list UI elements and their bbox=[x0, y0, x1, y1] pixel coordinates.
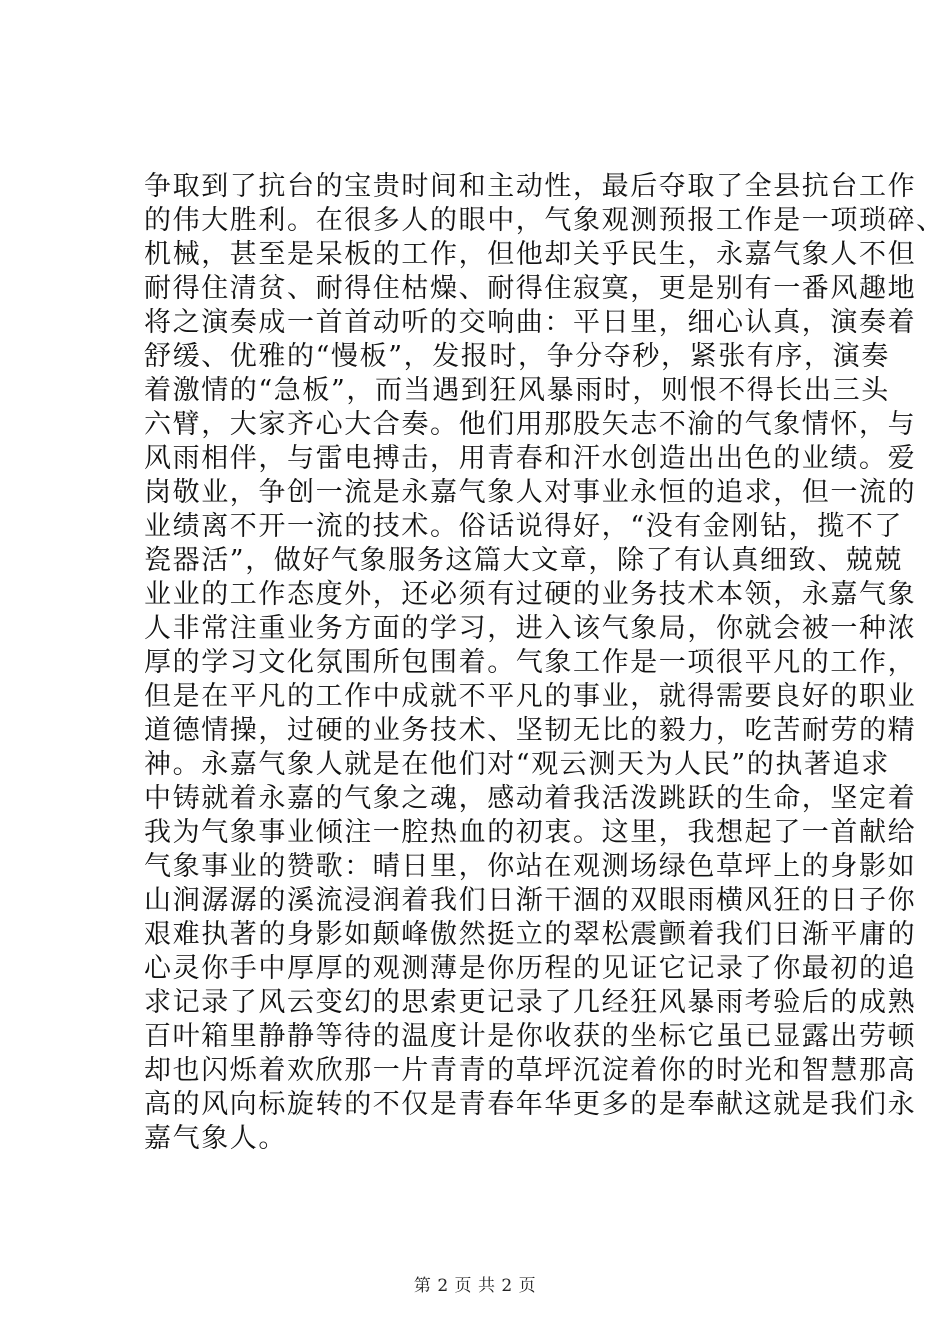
text-line: 厚的学习文化氛围所包围着。气象工作是一项很平凡的工作， bbox=[144, 647, 917, 678]
text-line: 艰难执著的身影如颠峰傲然挺立的翠松震颤着我们日渐平庸的 bbox=[144, 919, 917, 950]
text-line: 求记录了风云变幻的思索更记录了几经狂风暴雨考验后的成熟 bbox=[144, 987, 917, 1018]
text-line: 的伟大胜利。在很多人的眼中，气象观测预报工作是一项琐碎、 bbox=[144, 205, 945, 236]
text-line: 百叶箱里静静等待的温度计是你收获的坐标它虽已显露出劳顿 bbox=[144, 1021, 917, 1052]
text-line: 却也闪烁着欢欣那一片青青的草坪沉淀着你的时光和智慧那高 bbox=[144, 1055, 917, 1086]
text-line: 舒缓、优雅的“慢板”，发报时，争分夺秒，紧张有序，演奏 bbox=[144, 341, 890, 372]
body-paragraph bbox=[144, 170, 945, 1156]
text-line: 神。永嘉气象人就是在他们对“观云测天为人民”的执著追求 bbox=[144, 749, 890, 780]
text-line: 将之演奏成一首首动听的交响曲：平日里，细心认真，演奏着 bbox=[144, 307, 917, 338]
text-line: 中铸就着永嘉的气象之魂，感动着我活泼跳跃的生命，坚定着 bbox=[144, 783, 917, 814]
text-line: 人非常注重业务方面的学习，进入该气象局，你就会被一种浓 bbox=[144, 613, 917, 644]
text-line: 着激情的“急板”，而当遇到狂风暴雨时，则恨不得长出三头 bbox=[144, 375, 890, 406]
text-line: 气象事业的赞歌：晴日里，你站在观测场绿色草坪上的身影如 bbox=[144, 851, 917, 882]
text-line: 高的风向标旋转的不仅是青春年华更多的是奉献这就是我们永 bbox=[144, 1089, 917, 1120]
text-line: 耐得住清贫、耐得住枯燥、耐得住寂寞，更是别有一番风趣地 bbox=[144, 273, 917, 304]
text-line: 六臂，大家齐心大合奏。他们用那股矢志不渝的气象情怀，与 bbox=[144, 409, 917, 440]
text-line: 我为气象事业倾注一腔热血的初衷。这里，我想起了一首献给 bbox=[144, 817, 917, 848]
text-line: 山涧潺潺的溪流浸润着我们日渐干涸的双眼雨横风狂的日子你 bbox=[144, 885, 917, 916]
text-line: 瓷器活”，做好气象服务这篇大文章，除了有认真细致、兢兢 bbox=[144, 545, 904, 576]
text-line: 道德情操，过硬的业务技术、坚韧无比的毅力，吃苦耐劳的精 bbox=[144, 715, 917, 746]
text-line: 但是在平凡的工作中成就不平凡的事业，就得需要良好的职业 bbox=[144, 681, 917, 712]
text-line: 心灵你手中厚厚的观测薄是你历程的见证它记录了你最初的追 bbox=[144, 953, 917, 984]
text-line: 业绩离不开一流的技术。俗话说得好，“没有金刚钻，揽不了 bbox=[144, 511, 904, 542]
text-line: 嘉气象人。 bbox=[144, 1123, 287, 1154]
text-line: 岗敬业，争创一流是永嘉气象人对事业永恒的追求，但一流的 bbox=[144, 477, 917, 508]
text-line: 风雨相伴，与雷电搏击，用青春和汗水创造出出色的业绩。爱 bbox=[144, 443, 917, 474]
text-line: 业业的工作态度外，还必须有过硬的业务技术本领，永嘉气象 bbox=[144, 579, 917, 610]
text-line: 争取到了抗台的宝贵时间和主动性，最后夺取了全县抗台工作 bbox=[144, 171, 917, 202]
page-number-footer: 第 2 页 共 2 页 bbox=[413, 1276, 537, 1296]
text-line: 机械，甚至是呆板的工作，但他却关乎民生，永嘉气象人不但 bbox=[144, 239, 917, 270]
